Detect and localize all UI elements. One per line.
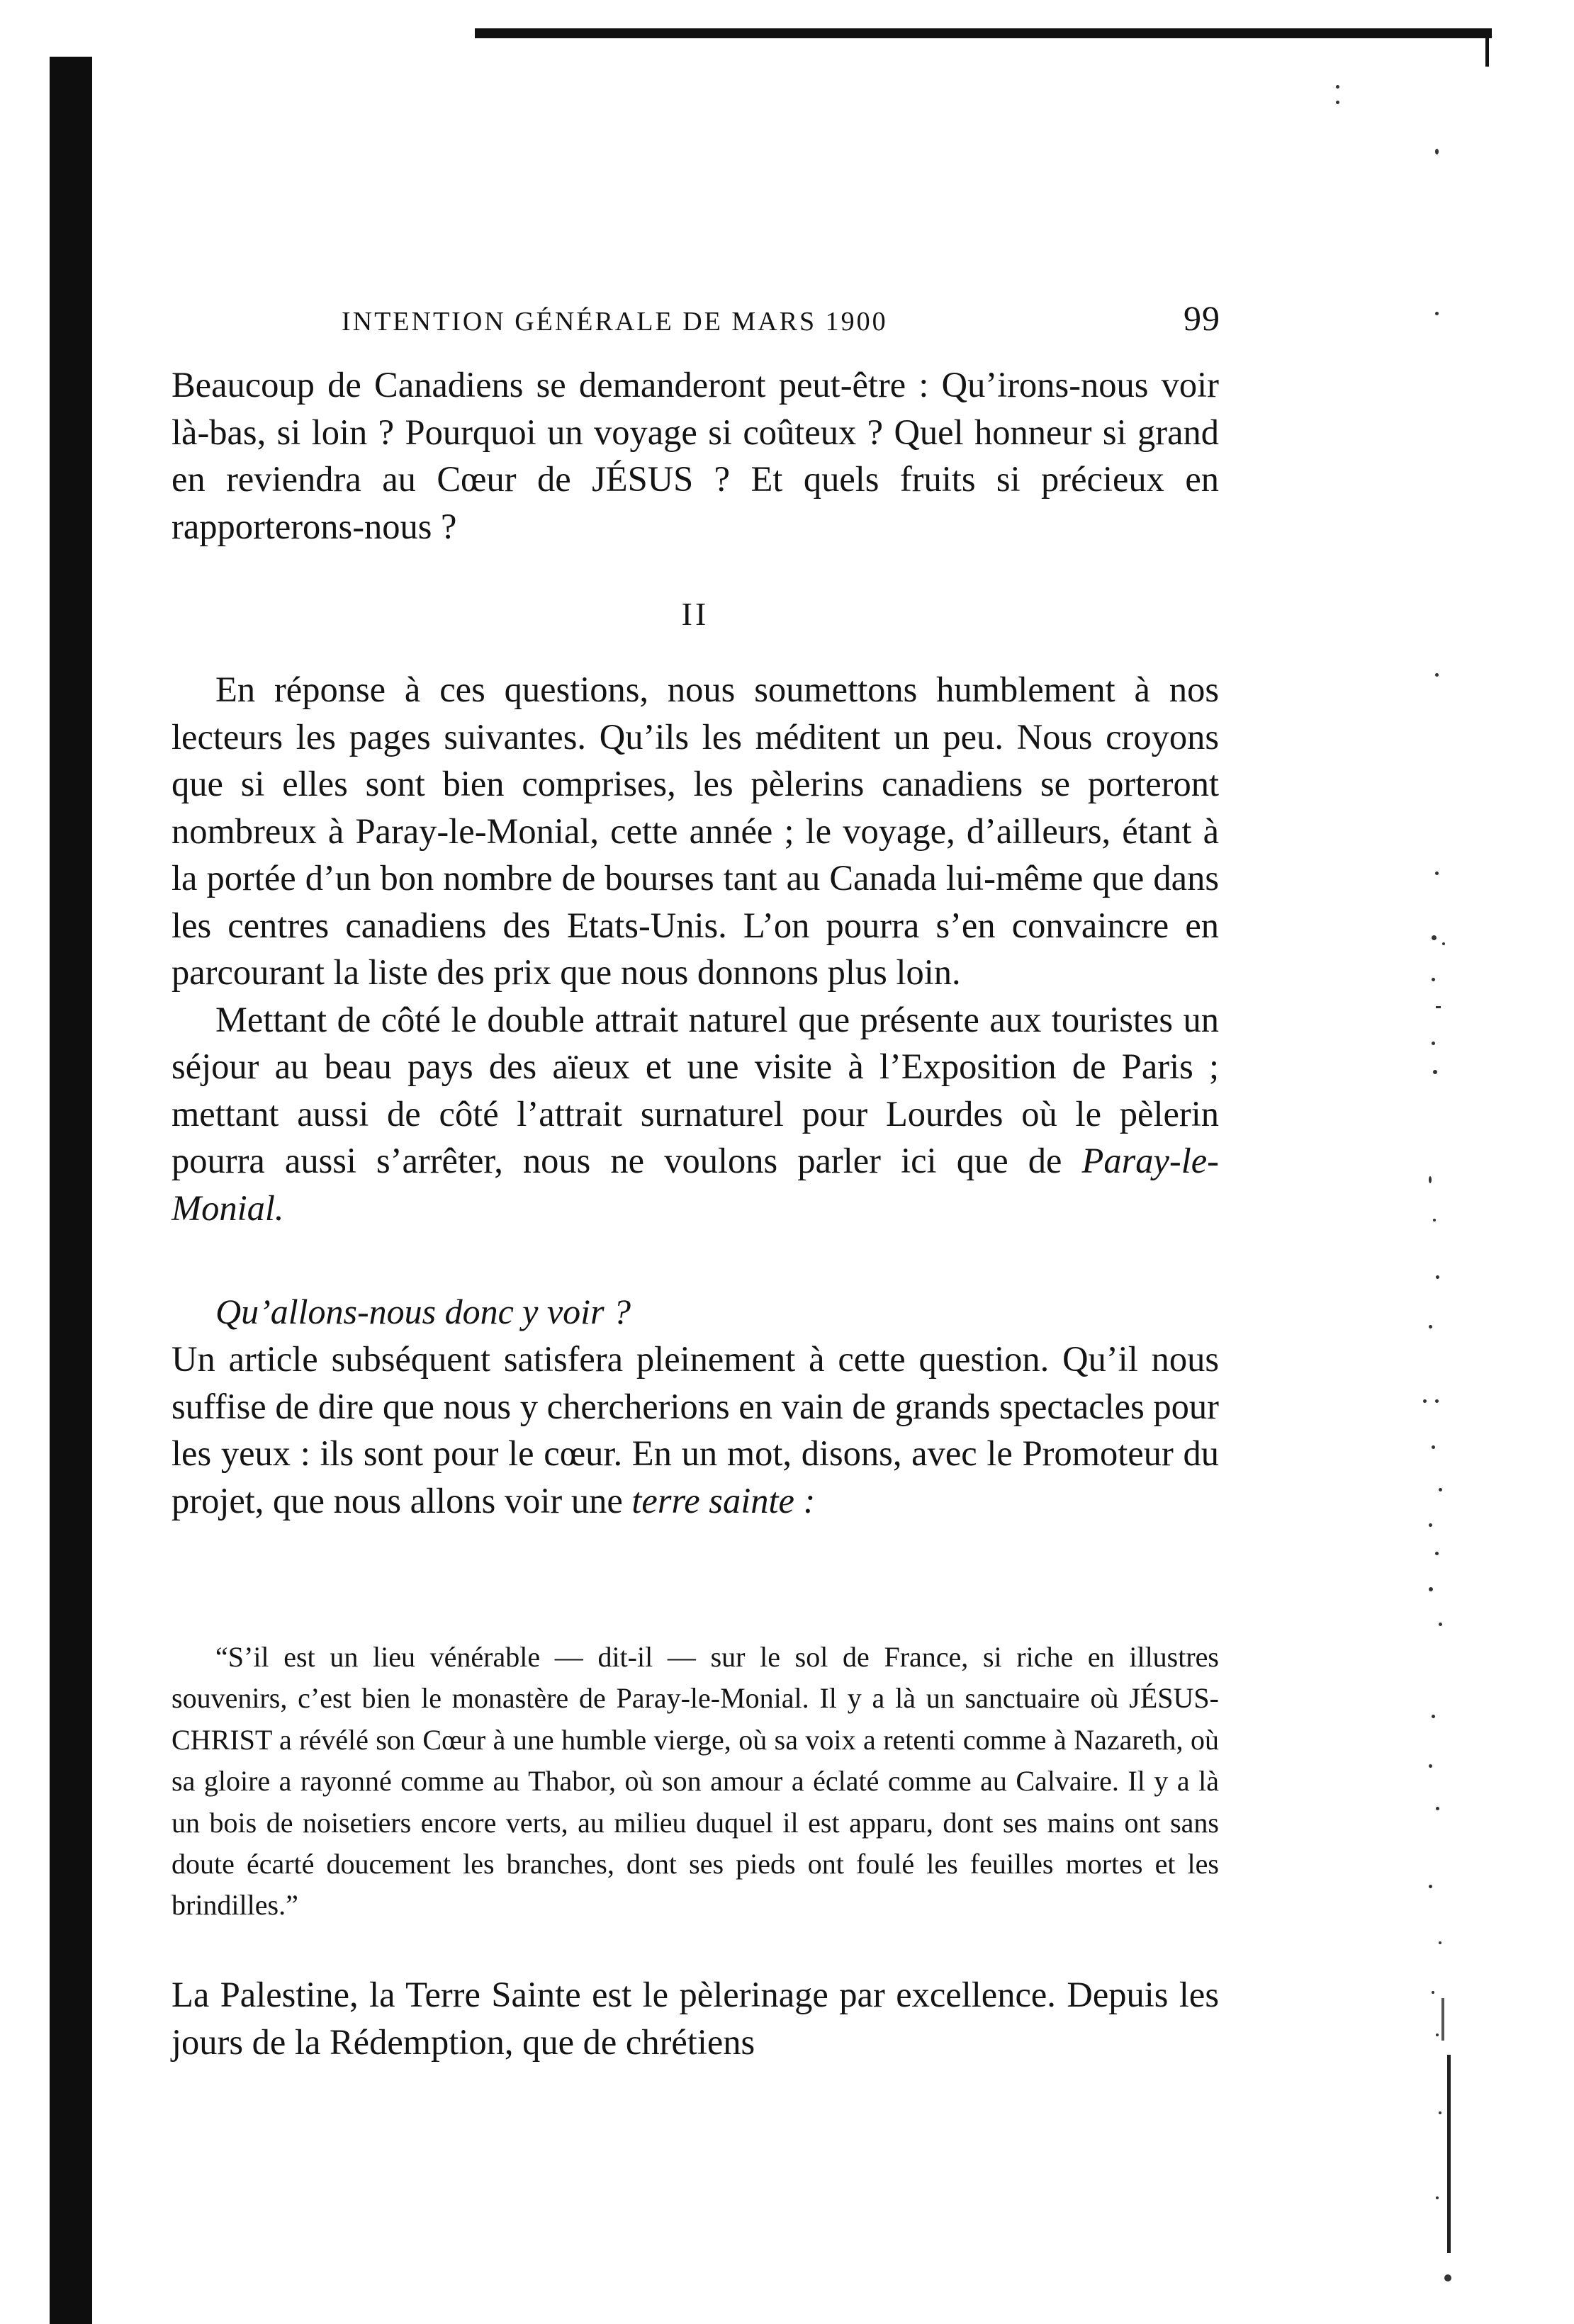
running-head-title: INTENTION GÉNÉRALE DE MARS 1900	[342, 307, 888, 337]
page-number: 99	[1184, 298, 1220, 338]
paragraph-reponse	[172, 666, 1219, 1231]
block-quote: “S’il est un lieu vénérable — dit-il — sur le sol de France, si riche en illustres souvenirs, c’est bien le monastère de Paray-le-Monial. Il y a là un sanctuaire où JÉSUS-CHRIST a révélé son Cœur à une humble vierge, où sa voix a retenti comme à Nazareth, où sa gloire a rayonné comme au Thabor, où son amour a éclaté comme au Calvaire. Il y a là un bois de noisetiers encore verts, au milieu duquel il est apparu, dont ses mains ont sans doute écarté doucement les branches, dont ses pieds ont foulé les feuilles mortes et les brindilles.”	[172, 1641, 1219, 1922]
paragraph-palestine: La Palestine, la Terre Sainte est le pèlerinage par excellence. Depuis les jours de la Rédemption, que de chrétiens	[172, 1975, 1219, 2062]
paragraph-article-emphasis: terre sainte :	[631, 1480, 816, 1521]
paragraph-canadiens: Beaucoup de Canadiens se demanderont peut-être : Qu’irons-nous voir là-bas, si loin ? Pourquoi un voyage si coûteux ? Quel honneur si grand en reviendra au Cœur de JÉSUS ? Et quels fruits si précieux en rapporterons-nous ?	[172, 365, 1219, 546]
paragraph-mettant	[172, 996, 1219, 1232]
paragraph-article	[172, 1336, 1219, 1524]
paragraph-mettant-emphasis: Paray-le-Monial.	[172, 1141, 1219, 1228]
top-rule	[475, 28, 1492, 38]
scan-edge-specks	[1439, 57, 1573, 2324]
paragraph-reponse-text: En réponse à ces questions, nous soumettons humblement à nos lecteurs les pages suivantes. Qu’ils les méditent un peu. Nous croyons que si elles sont bien comprises, les pèlerins canadiens se porteront nombreux à Paray-le-Monial, cette année ; le voyage, d’ailleurs, étant à la portée d’un bon nombre de bourses tant au Canada lui-même que dans les centres canadiens des Etats-Unis. L’on pourra s’en convaincre en parcourant la liste des prix que nous donnons plus loin.	[172, 670, 1219, 992]
running-head	[342, 298, 1220, 340]
scan-binding-shadow	[50, 57, 92, 2324]
paragraph-article-text: Un article subséquent satisfera pleinement à cette question. Qu’il nous suffise de dire que nous y chercherions en vain de grands spectacles pour les yeux : ils sont pour le cœur. En un mot, disons, avec le Promoteur du projet, que nous allons voir une	[172, 1339, 1219, 1521]
paragraph-mettant-text: Mettant de côté le double attrait naturel que présente aux touristes un séjour au beau pays des aïeux et une visite à l’Exposition de Paris ; mettant aussi de côté l’attrait surnaturel pour Lourdes où le pèlerin pourra aussi s’arrêter, nous ne voulons parler ici que de	[172, 999, 1219, 1180]
section-number: II	[681, 596, 709, 632]
question-line: Qu’allons-nous donc y voir ?	[215, 1292, 631, 1331]
